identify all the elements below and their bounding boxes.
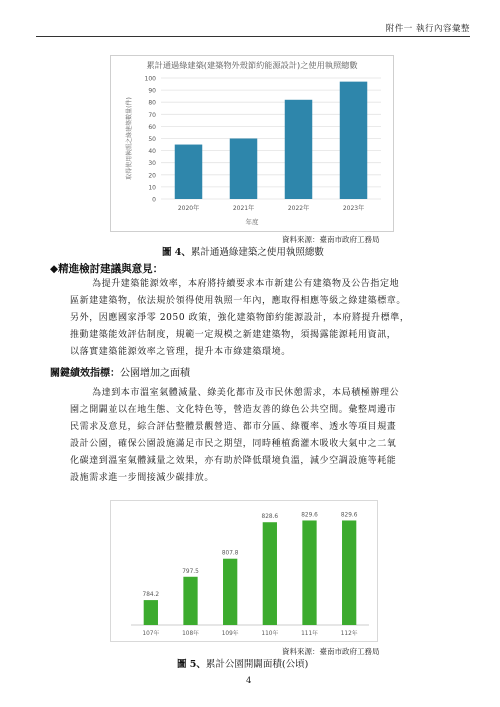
chart2-data-label: 828.6: [261, 514, 279, 521]
chart1-ytick-label: 10: [148, 184, 156, 192]
chart1-ytick-label: 80: [148, 99, 156, 107]
chart2-xtick-label: 108年: [182, 631, 199, 637]
chart1-ytick-label: 90: [148, 87, 156, 95]
chart1-xtick-label: 2021年: [232, 205, 255, 212]
section2-line: 民需求及意見，綜合評估整體景觀營造、都市分區、綠覆率、透水等項目規畫: [70, 422, 397, 432]
section2-line: 園之開闢並以在地生態、文化特色等，營造友善的綠色公共空間。彙整周邊市: [70, 405, 397, 415]
chart1-caption-text: 累計通過綠建築之使用執照總數: [190, 247, 324, 258]
chart1-svg: [111, 56, 393, 231]
section2-paragraph: [50, 385, 470, 487]
section2-heading-bold: 關鍵績效指標：: [50, 368, 120, 379]
chart1-xaxis-label: 年度: [245, 218, 259, 226]
chart2-caption-prefix: 圖 5、: [177, 659, 206, 670]
chart1-ytick-label: 0: [152, 196, 156, 204]
chart1-caption: [162, 244, 324, 258]
chart1-ytick-label: 40: [148, 148, 156, 156]
chart2-xtick-label: 111年: [301, 631, 318, 637]
chart2-bar: [302, 520, 316, 625]
chart1-caption-prefix: 圖 4、: [162, 247, 191, 258]
chart2-source: 資料來源：臺南市政府工務局: [282, 647, 380, 656]
chart2-bar: [144, 600, 158, 625]
section1-line: 區新建建築物，依法規於領得使用執照一年內，應取得相應等級之綠建築標章。: [70, 296, 407, 306]
chart1-bar: [340, 82, 368, 199]
chart2-caption-text: 累計公園開闢面積(公頃): [205, 659, 309, 670]
chart-park-area: [110, 500, 378, 642]
chart1-ytick-label: 50: [148, 136, 156, 143]
chart1-ytick-label: 100: [144, 75, 156, 83]
chart2-data-label: 829.6: [340, 512, 358, 519]
chart1-xtick-label: 2022年: [287, 205, 310, 212]
chart2-xtick-label: 107年: [142, 631, 160, 637]
page-number: 4: [246, 676, 252, 686]
section2-line: 設計公園，確保公園設施滿足市民之期望，同時種植喬灌木吸收大氣中之二氧: [70, 439, 397, 449]
chart1-source: 資料來源：臺南市政府工務局: [282, 235, 380, 244]
chart2-xtick-label: 112年: [340, 631, 358, 637]
chart1-yaxis-label: 取得使用執照之綠建築數量(件): [126, 97, 133, 180]
chart-green-building-permits: [110, 55, 394, 232]
chart1-bar: [230, 139, 258, 200]
page-header: [36, 22, 470, 36]
chart2-data-label: 807.8: [221, 550, 239, 557]
section2-heading-normal: 公園增加之面積: [120, 368, 190, 379]
section2-line: 設施需求進一步間接減少碳排放。: [70, 473, 215, 483]
section1-line: 為提升建築能源效率，本府將持續要求本市新建公有建築物及公告指定地: [92, 279, 400, 289]
section1-heading: ◆精進檢討建議與意見：: [50, 263, 164, 275]
chart2-caption: [177, 656, 308, 670]
chart2-bar: [263, 522, 277, 625]
section2-heading: [50, 364, 190, 379]
section1-line: 另外，因應國家淨零 2050 政策，強化建築物節約能源設計，本府將提升標準，: [70, 313, 410, 323]
section1-paragraph: [50, 276, 470, 361]
chart2-data-label: 829.6: [301, 512, 318, 519]
chart1-xtick-label: 2020年: [177, 205, 200, 212]
chart1-bar: [285, 100, 313, 199]
chart2-xtick-label: 109年: [221, 631, 239, 637]
header-divider: [36, 36, 470, 37]
section2-line: 化碳達到溫室氣體減量之效果，亦有助於降低環境負溫，減少空調設施等耗能: [70, 456, 397, 466]
section2-line: 為達到本市溫室氣體減量、綠美化都市及市民休憩需求，本局積極辦理公: [92, 388, 400, 398]
section1-line: 推動建築能效評估制度，規範一定規模之新建建築物，須揭露能源耗用資訊，: [70, 330, 397, 340]
chart1-xtick-label: 2023年: [342, 205, 365, 212]
chart2-data-label: 797.5: [182, 568, 199, 575]
chart1-ytick-label: 70: [148, 111, 156, 119]
header-text: 附件一 執行內容彙整: [385, 24, 470, 34]
chart2-data-label: 784.2: [142, 592, 160, 599]
chart2-xtick-label: 110年: [261, 631, 279, 637]
chart1-ytick-label: 60: [148, 123, 156, 131]
section1-line: 以落實建築能源效率之管理，提升本市綠建築環境。: [70, 347, 291, 357]
chart1-ytick-label: 30: [148, 160, 156, 168]
chart2-bar: [342, 520, 356, 625]
chart2-bar: [183, 577, 197, 625]
chart2-bar: [223, 559, 237, 625]
chart1-title: 累計通過綠建築(建築物外殼節約能源設計)之使用執照總數: [146, 60, 358, 70]
chart2-svg: [111, 501, 377, 641]
chart1-bar: [175, 145, 203, 199]
chart1-ytick-label: 20: [148, 172, 156, 180]
